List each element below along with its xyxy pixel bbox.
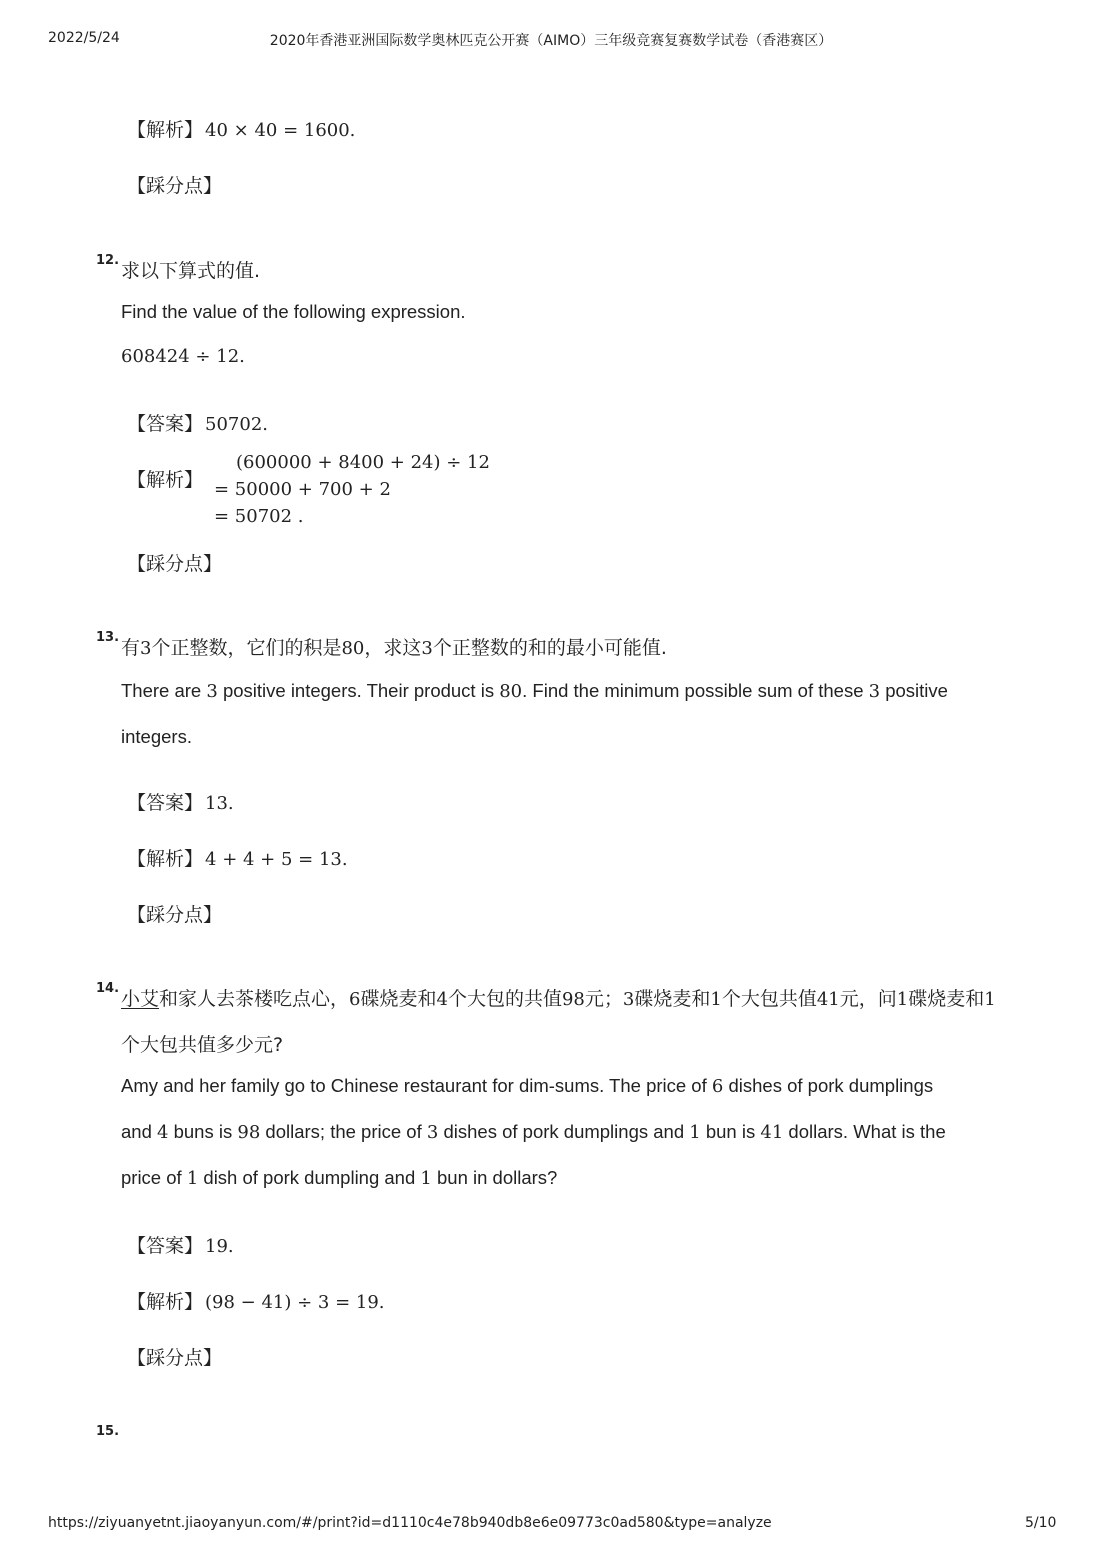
q13-number: 13. — [96, 630, 120, 645]
q14-en3-n2: 1 — [420, 1168, 432, 1189]
q14-answer-value: 19. — [205, 1236, 234, 1257]
q14-question-zh-line1 — [121, 984, 996, 1011]
answer-label: 【答案】 — [127, 792, 204, 814]
q14-analysis — [127, 1287, 385, 1314]
q13-en-d: positive — [880, 680, 948, 701]
q13-zh-n1: 3 — [140, 638, 152, 659]
q13-question-en-line1 — [121, 680, 948, 702]
document-title: 2020年香港亚洲国际数学奥林匹克公开赛（AIMO）三年级竞赛复赛数学试卷（香港赛区） — [269, 33, 833, 49]
q12-answer-value: 50702. — [205, 414, 268, 435]
q13-en-n3: 3 — [868, 681, 881, 702]
q14-zh-name: 小艾 — [121, 988, 160, 1010]
analysis-label: 【解析】 — [127, 119, 204, 141]
q14-zh-g: 元，问 — [839, 988, 897, 1010]
q14-en3-c: bun in dollars? — [431, 1167, 558, 1188]
q13-analysis-expr: 4 + 4 + 5 = 13. — [205, 849, 348, 870]
q14-number: 14. — [96, 981, 120, 996]
q13-question-zh — [121, 633, 667, 660]
analysis-label: 【解析】 — [127, 1291, 204, 1313]
q14-zh-n7: 1 — [896, 989, 909, 1010]
q14-zh-d: 元； — [584, 988, 623, 1010]
q12-step-2: = 50000 + 700 + 2 — [214, 479, 391, 500]
q13-zh-n2: 80 — [341, 638, 365, 659]
q14-zh-n8: 1 — [984, 989, 996, 1010]
q14-zh-n6: 41 — [816, 989, 840, 1010]
q14-en2-n5: 41 — [760, 1122, 784, 1143]
q14-en3-b: dish of pork dumpling and — [198, 1167, 421, 1188]
q13-zh-a: 有 — [121, 637, 141, 659]
q14-zh-e: 碟烧麦和 — [634, 988, 711, 1010]
q14-en2-n3: 3 — [426, 1122, 439, 1143]
q13-answer-value: 13. — [205, 793, 234, 814]
q14-zh-n1: 6 — [349, 989, 361, 1010]
q15-number: 15. — [96, 1424, 120, 1439]
q13-question-en-line2: integers. — [121, 726, 192, 747]
q14-question-zh-line2: 个大包共值多少元? — [121, 1034, 284, 1056]
q13-zh-b: 个正整数，它们的积是 — [151, 637, 342, 659]
q13-en-b: positive integers. Their product is — [217, 680, 500, 701]
q12-points: 【踩分点】 — [127, 553, 223, 575]
page-url: https://ziyuanyetnt.jiaoyanyun.com/#/print?id=d1110c4e78b940db8e6e09773c0ad580&type=analyze — [48, 1515, 772, 1531]
q13-zh-n3: 3 — [421, 638, 433, 659]
q11-points: 【踩分点】 — [127, 175, 223, 197]
print-date: 2022/5/24 — [48, 30, 120, 46]
q14-en2-n2: 98 — [237, 1122, 261, 1143]
q13-answer — [127, 788, 234, 815]
q14-en3-n1: 1 — [186, 1168, 199, 1189]
q11-analysis-expr: 40 × 40 = 1600. — [205, 120, 356, 141]
q13-en-n1: 3 — [206, 681, 218, 702]
q14-en2-f: dollars. What is the — [783, 1121, 946, 1142]
q14-zh-n4: 3 — [622, 989, 635, 1010]
q11-analysis — [127, 115, 355, 142]
q13-analysis — [127, 844, 348, 871]
q14-en2-b: buns is — [168, 1121, 238, 1142]
q14-zh-a: 和家人去茶楼吃点心， — [159, 988, 350, 1010]
q14-zh-n2: 4 — [436, 989, 448, 1010]
q14-zh-f: 个大包共值 — [721, 988, 817, 1010]
q14-en1-n1: 6 — [711, 1076, 724, 1097]
analysis-label: 【解析】 — [127, 848, 204, 870]
q14-en2-n4: 1 — [689, 1122, 701, 1143]
q12-expression: 608424 ÷ 12. — [121, 346, 245, 367]
q14-en1-a: Amy and her family go to Chinese restaurant for dim-sums. The price of — [121, 1075, 712, 1096]
q14-en2-d: dishes of pork dumplings and — [438, 1121, 690, 1142]
q14-en3-a: price of — [121, 1167, 187, 1188]
q14-analysis-expr: (98 − 41) ÷ 3 = 19. — [205, 1292, 385, 1313]
q14-en2-a: and — [121, 1121, 158, 1142]
q12-step-3: = 50702 . — [214, 506, 304, 527]
q14-question-en-line2 — [121, 1121, 946, 1143]
q12-number: 12. — [96, 253, 120, 268]
q14-answer — [127, 1231, 234, 1258]
answer-label: 【答案】 — [127, 413, 204, 435]
q13-en-c: . Find the minimum possible sum of these — [522, 680, 869, 701]
q13-points: 【踩分点】 — [127, 904, 223, 926]
q12-step-1 — [214, 452, 490, 473]
q14-en2-n1: 4 — [157, 1122, 169, 1143]
q14-points: 【踩分点】 — [127, 1347, 223, 1369]
q12-question-zh: 求以下算式的值. — [121, 260, 261, 282]
q13-en-a: There are — [121, 680, 207, 701]
q14-zh-n3: 98 — [561, 989, 585, 1010]
page-number: 5/10 — [1025, 1515, 1057, 1531]
q14-en2-e: bun is — [700, 1121, 761, 1142]
q14-zh-b: 碟烧麦和 — [360, 988, 437, 1010]
q14-zh-n5: 1 — [710, 989, 722, 1010]
q13-zh-c: ，求这 — [364, 637, 422, 659]
q13-zh-d: 个正整数的和的最小可能值. — [432, 637, 667, 659]
q12-analysis-label: 【解析】 — [127, 469, 204, 491]
answer-label: 【答案】 — [127, 1235, 204, 1257]
q12-step-1-text: (600000 + 8400 + 24) ÷ 12 — [236, 452, 490, 473]
q14-en1-b: dishes of pork dumplings — [723, 1075, 934, 1096]
q14-zh-h: 碟烧麦和 — [908, 988, 985, 1010]
q14-zh-c: 个大包的共值 — [447, 988, 562, 1010]
q14-question-en-line1 — [121, 1075, 933, 1097]
q12-question-en: Find the value of the following expression. — [121, 301, 466, 322]
q14-en2-c: dollars; the price of — [260, 1121, 427, 1142]
q13-en-n2: 80 — [499, 681, 523, 702]
q14-question-en-line3 — [121, 1167, 557, 1189]
q12-answer — [127, 409, 268, 436]
